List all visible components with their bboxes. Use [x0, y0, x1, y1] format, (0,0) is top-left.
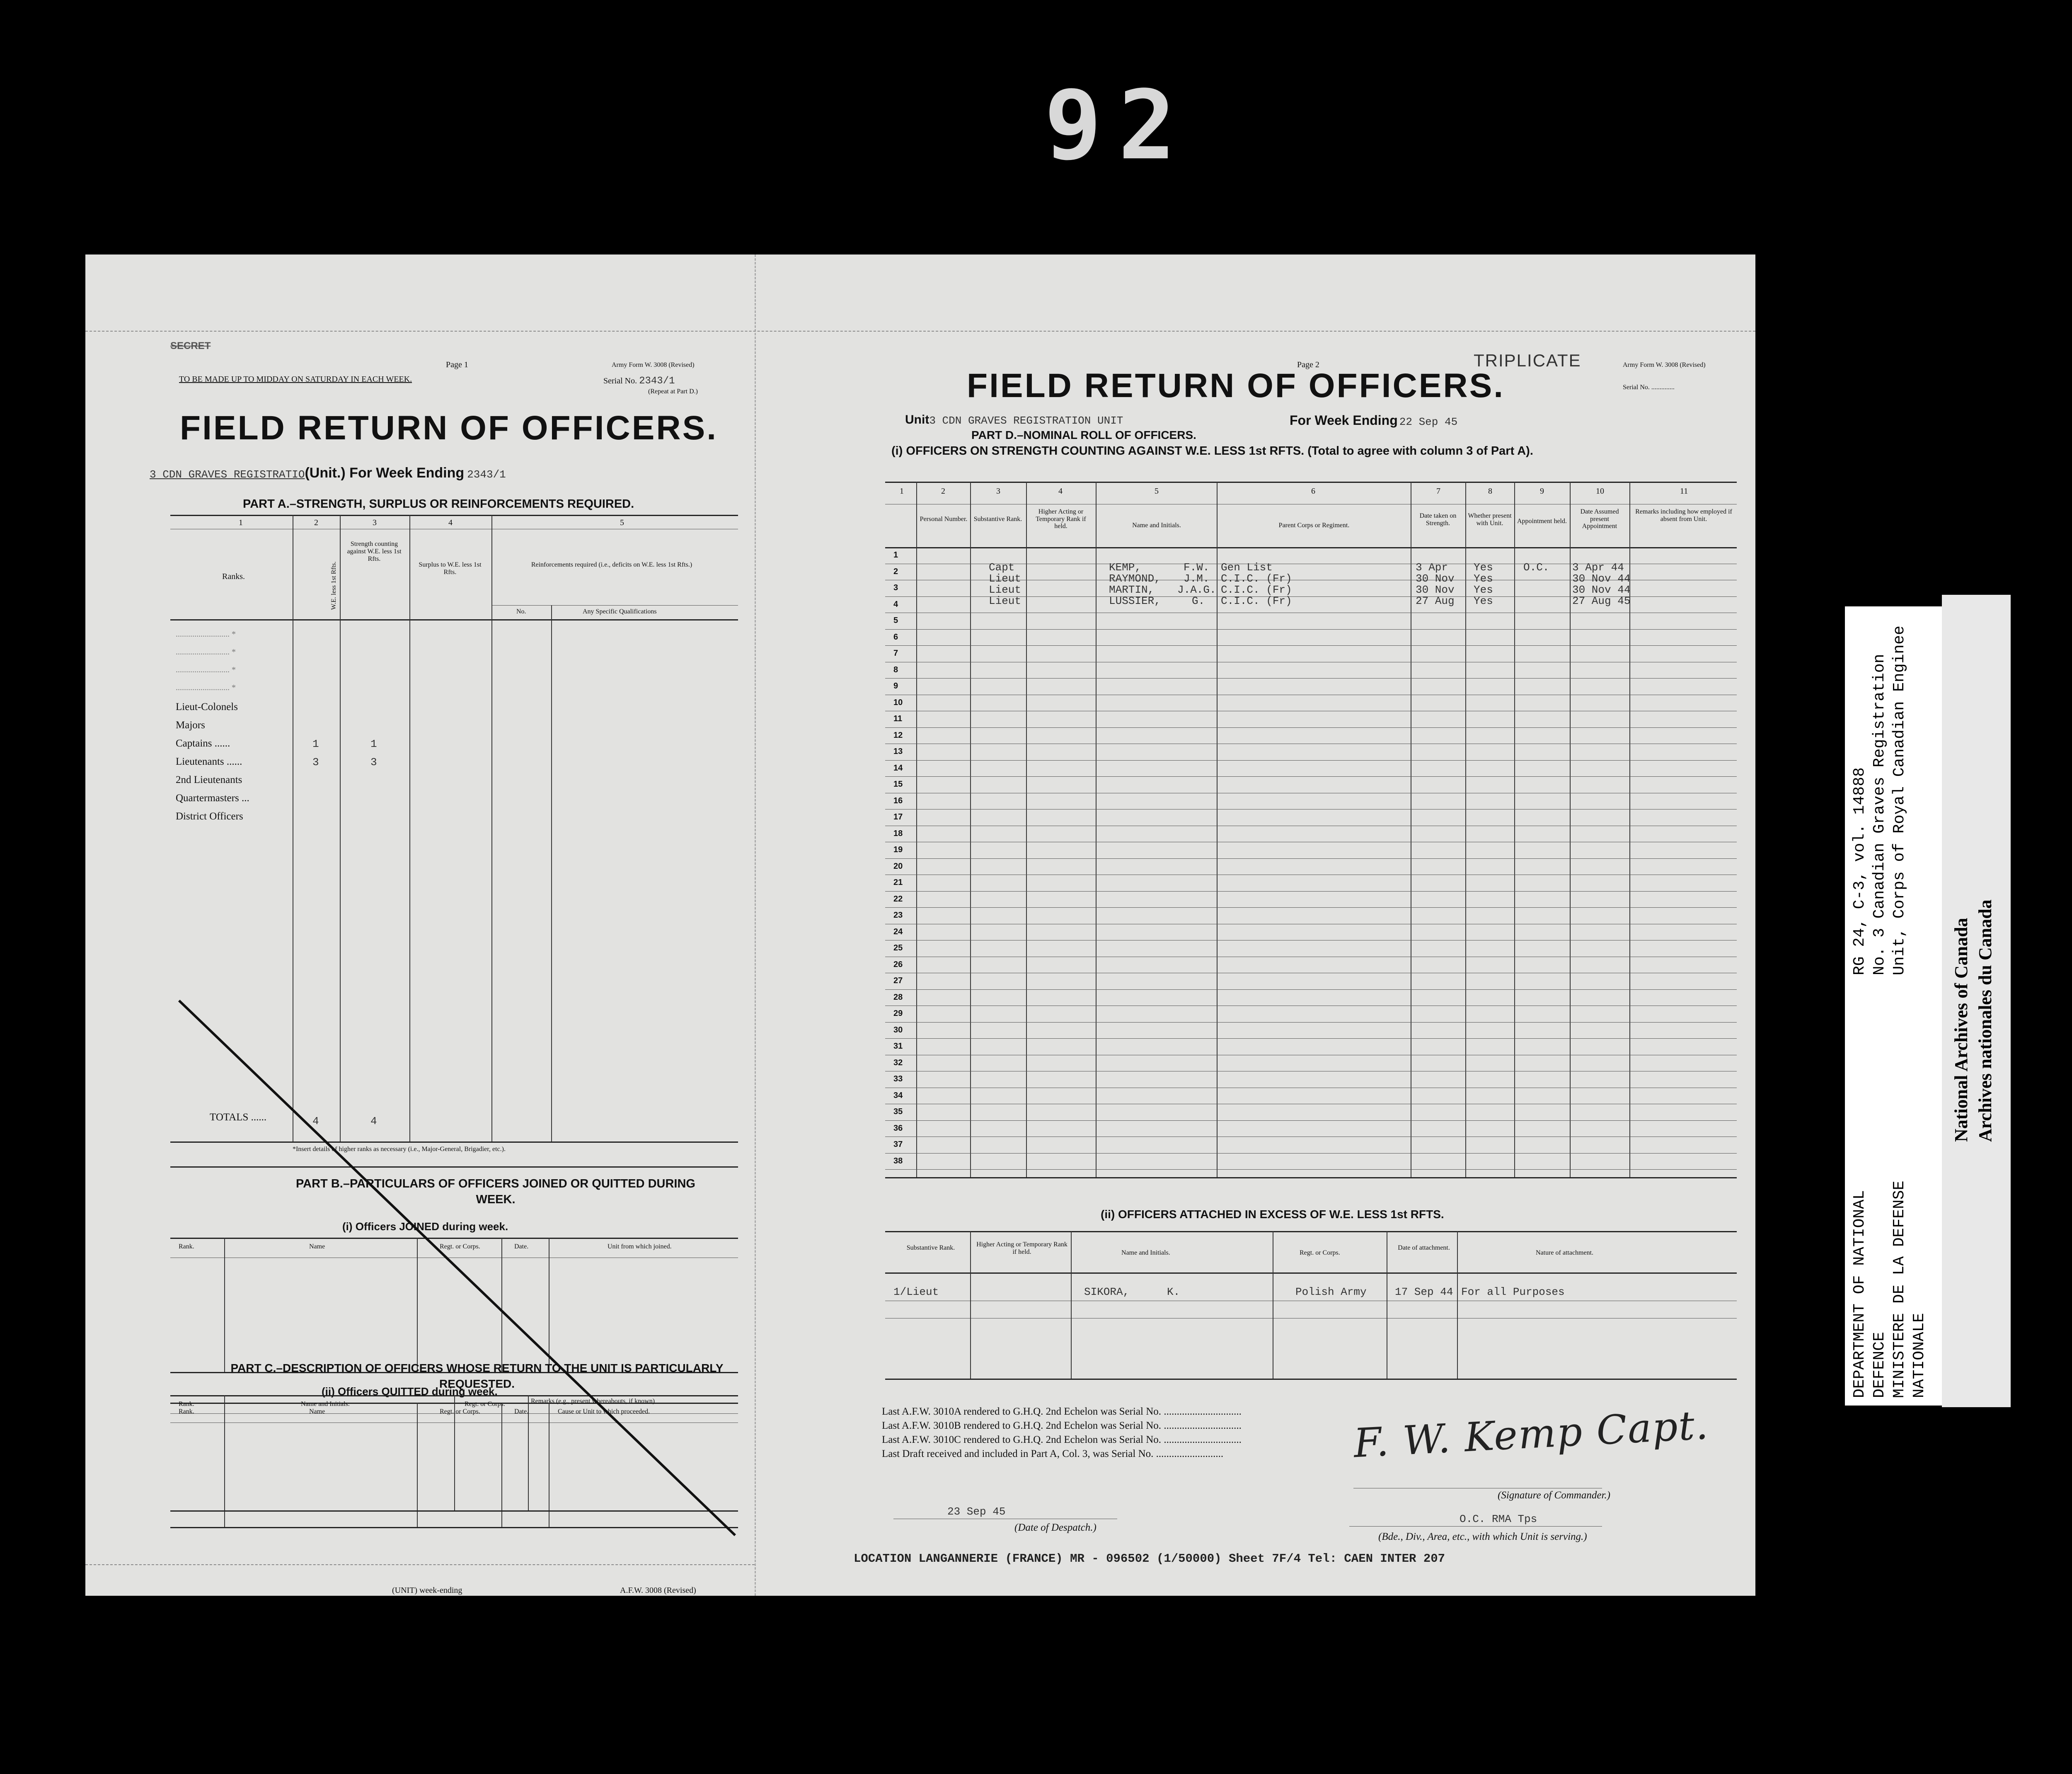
- officer-assumed: 30 Nov 44: [1572, 572, 1631, 585]
- quitted-col-date: Date.: [514, 1408, 529, 1415]
- officer-assumed: 30 Nov 44: [1572, 584, 1631, 596]
- row-number: 28: [893, 992, 903, 1002]
- row-line: [885, 1022, 1737, 1023]
- row-number: 1: [893, 550, 898, 560]
- officer-corps: Gen List: [1221, 561, 1273, 574]
- row-number: 24: [893, 927, 903, 936]
- row-line: [885, 858, 1737, 859]
- page-2: [757, 254, 1755, 1596]
- att-col-higher-rank: Higher Acting or Temporary Rank if held.: [976, 1241, 1067, 1255]
- attached-nature: For all Purposes: [1461, 1286, 1565, 1298]
- page-1-form-no: Army Form W. 3008 (Revised): [612, 361, 695, 368]
- row-number: 32: [893, 1058, 903, 1067]
- row-line: [885, 776, 1737, 777]
- officer-present: Yes: [1474, 595, 1493, 607]
- part-b-title: PART B.–PARTICULARS OF OFFICERS JOINED OR QUITTED DURING WEEK.: [295, 1177, 695, 1206]
- officer-present: Yes: [1474, 572, 1493, 585]
- row-number: 20: [893, 861, 903, 871]
- officer-assumed: 3 Apr 44: [1572, 561, 1624, 574]
- officer-initials: F.W.: [1184, 561, 1210, 574]
- oc-line: O.C. RMA Tps: [1460, 1513, 1537, 1525]
- fold-line: [755, 254, 756, 1596]
- joined-col-rank: Rank.: [179, 1243, 194, 1250]
- d-col-num: 3: [996, 487, 1000, 496]
- row-number: 34: [893, 1091, 903, 1100]
- row-number: 38: [893, 1156, 903, 1166]
- col-qualifications: Any Specific Qualifications: [583, 608, 657, 615]
- row-number: 23: [893, 911, 903, 920]
- part-c-col-remarks: Remarks (e.g., present whereabouts, if known): [531, 1398, 655, 1405]
- d-col-num: 4: [1058, 487, 1063, 496]
- row-number: 18: [893, 829, 903, 838]
- row-line: [885, 645, 1737, 646]
- unit-week-ending: (UNIT) week-ending: [392, 1586, 462, 1595]
- officer-appointment: O.C.: [1523, 561, 1549, 574]
- d-col-substantive-rank: Substantive Rank.: [973, 516, 1022, 523]
- page-2-unit-line: Unit3 CDN GRAVES REGISTRATION UNIT: [905, 413, 1123, 427]
- instruction: TO BE MADE UP TO MIDDAY ON SATURDAY IN EACH WEEK.: [179, 375, 412, 384]
- row-line: [885, 678, 1737, 679]
- d-col-appointment: Appointment held.: [1517, 518, 1567, 525]
- att-col-date: Date of attachment.: [1398, 1244, 1450, 1251]
- location-line: LOCATION LANGANNERIE (FRANCE) MR - 096502 (1/50000) Sheet 7F/4 Tel: CAEN INTER 207: [854, 1552, 1445, 1566]
- attached-name: SIKORA,: [1084, 1286, 1130, 1298]
- d-col-num: 5: [1155, 487, 1159, 496]
- officer-date: 30 Nov: [1416, 584, 1455, 596]
- joined-col-unit: Unit from which joined.: [608, 1243, 672, 1250]
- section-ii-title: (ii) OFFICERS ATTACHED IN EXCESS OF W.E. LESS 1st RFTS.: [1101, 1208, 1444, 1221]
- col-reinforcements: Reinforcements required (i.e., deficits on W.E. less 1st Rfts.): [531, 561, 692, 568]
- quitted-col-rank: Rank.: [179, 1408, 194, 1415]
- d-col-date-taken: Date taken on Strength.: [1419, 512, 1457, 527]
- officer-initials: J.A.G.: [1177, 584, 1216, 596]
- officer-name: MARTIN,: [1109, 584, 1155, 596]
- row-number: 33: [893, 1074, 903, 1083]
- row-number: 21: [893, 878, 903, 887]
- d-col-num: 7: [1436, 487, 1440, 496]
- row-line: [885, 907, 1737, 908]
- row-line: [885, 989, 1737, 990]
- row-number: 4: [893, 599, 898, 609]
- d-col-higher-rank: Higher Acting or Temporary Rank if held.: [1036, 508, 1086, 530]
- page-2-title: FIELD RETURN OF OFFICERS.: [967, 367, 1505, 405]
- document-sheet: [85, 254, 1755, 1596]
- rank-row: Captains ......: [176, 738, 230, 749]
- row-number: 16: [893, 796, 903, 805]
- att-col-rank: Substantive Rank.: [906, 1244, 955, 1251]
- row-number: 25: [893, 943, 903, 952]
- captains-we: 1: [312, 738, 319, 750]
- d-col-num: 9: [1540, 487, 1544, 496]
- col-num-1: 1: [239, 518, 243, 527]
- row-line: [885, 629, 1737, 630]
- rank-row: Majors: [176, 720, 205, 731]
- cancel-stroke: [85, 254, 755, 1596]
- officer-corps: C.I.C. (Fr): [1221, 595, 1292, 607]
- col-no: No.: [516, 608, 526, 615]
- attached-date: 17 Sep 44: [1395, 1286, 1453, 1298]
- quitted-col-regt: Regt. or Corps.: [440, 1408, 480, 1415]
- col-num-2: 2: [314, 518, 318, 527]
- attached-rank: 1/Lieut: [893, 1286, 939, 1298]
- page-2-week-line: For Week Ending 22 Sep 45: [1290, 413, 1458, 428]
- rank-row: Lieut-Colonels: [176, 701, 238, 713]
- d-col-personal-number: Personal Number.: [920, 516, 968, 523]
- part-c-title: PART C.–DESCRIPTION OF OFFICERS WHOSE RETURN TO THE UNIT IS PARTICULARLY REQUESTED.: [230, 1362, 724, 1390]
- officer-present: Yes: [1474, 561, 1493, 574]
- totals-we: 4: [312, 1115, 319, 1127]
- col-surplus: Surplus to W.E. less 1st Rfts.: [419, 561, 482, 576]
- lieutenants-we: 3: [312, 756, 319, 768]
- row-line: [885, 1153, 1737, 1154]
- attached-initials: K.: [1167, 1286, 1180, 1298]
- rendered-3010a: Last A.F.W. 3010A rendered to G.H.Q. 2nd Echelon was Serial No. ..............................: [882, 1406, 1242, 1417]
- officer-date: 30 Nov: [1416, 572, 1455, 585]
- secret-stamp: SECRET: [170, 340, 211, 351]
- joined-title: (i) Officers JOINED during week.: [342, 1220, 508, 1233]
- row-number: 22: [893, 894, 903, 904]
- row-number: 19: [893, 845, 903, 854]
- rank-row: Quartermasters ...: [176, 792, 249, 804]
- d-col-num: 11: [1680, 487, 1688, 496]
- totals-label: TOTALS ......: [210, 1112, 267, 1123]
- row-number: 7: [893, 649, 898, 658]
- d-col-num: 1: [900, 487, 904, 496]
- officer-date: 3 Apr: [1416, 561, 1448, 574]
- department-label: DEPARTMENT OF NATIONAL DEFENCE MINISTERE DE LA DEFENSE NATIONALE: [1851, 1180, 1928, 1398]
- row-number: 17: [893, 812, 903, 822]
- last-draft: Last Draft received and included in Part A, Col. 3, was Serial No. ..........................: [882, 1448, 1224, 1459]
- d-col-num: 2: [941, 487, 945, 496]
- part-a-title: PART A.–STRENGTH, SURPLUS OR REINFORCEMENTS REQUIRED.: [243, 497, 634, 511]
- joined-col-name: Name: [309, 1243, 325, 1250]
- page-1-title: FIELD RETURN OF OFFICERS.: [180, 409, 718, 447]
- page-2-label: Page 2: [1297, 360, 1319, 369]
- d-col-remarks: Remarks including how employed if absent from Unit.: [1635, 508, 1732, 523]
- lieutenants-strength: 3: [370, 756, 377, 768]
- d-col-date-assumed: Date Assumed present Appointment: [1580, 508, 1619, 530]
- officer-name: KEMP,: [1109, 561, 1142, 574]
- row-number: 3: [893, 583, 898, 592]
- rank-row: Lieutenants ......: [176, 756, 242, 767]
- officer-name: RAYMOND,: [1109, 572, 1161, 585]
- part-a-footnote: *Insert details of higher ranks as necessary (i.e., Major-General, Brigadier, etc.).: [293, 1146, 506, 1153]
- row-number: 29: [893, 1009, 903, 1018]
- d-col-parent-corps: Parent Corps or Regiment.: [1278, 522, 1350, 529]
- rank-slot: .......................... *: [176, 683, 236, 692]
- row-line: [885, 760, 1737, 761]
- d-col-num: 8: [1488, 487, 1492, 496]
- archive-stamp-text: National Archives of Canada Archives nationales du Canada: [1951, 899, 1995, 1142]
- joined-col-regt: Regt. or Corps.: [440, 1243, 480, 1250]
- col-strength: Strength counting against W.E. less 1st Rfts.: [347, 540, 402, 562]
- row-number: 5: [893, 616, 898, 625]
- row-number: 15: [893, 780, 903, 789]
- officer-rank: Lieut: [989, 572, 1021, 585]
- row-number: 27: [893, 976, 903, 985]
- att-col-name: Name and Initials.: [1121, 1249, 1170, 1256]
- record-reference: RG 24, C-3, vol. 14888 No. 3 Canadian Graves Registration Unit, Corps of Royal Canadian Enginee: [1851, 625, 1908, 975]
- attached-corps: Polish Army: [1295, 1286, 1367, 1298]
- serial-label: Serial No. 2343/1: [603, 376, 675, 387]
- d-col-num: 6: [1311, 487, 1315, 496]
- captains-strength: 1: [370, 738, 377, 750]
- att-col-nature: Nature of attachment.: [1536, 1249, 1594, 1256]
- officer-assumed: 27 Aug 45: [1572, 595, 1631, 607]
- d-col-num: 10: [1596, 487, 1604, 496]
- row-number: 2: [893, 567, 898, 576]
- row-number: 30: [893, 1025, 903, 1035]
- frame-number: 92: [1044, 70, 1192, 181]
- row-number: 36: [893, 1123, 903, 1133]
- col-num-5: 5: [620, 518, 624, 527]
- triplicate-stamp: TRIPLICATE: [1474, 351, 1581, 370]
- rank-slot: .......................... *: [176, 630, 236, 639]
- despatch-label: (Date of Despatch.): [1014, 1522, 1097, 1533]
- row-number: 13: [893, 747, 903, 756]
- rank-row: 2nd Lieutenants: [176, 774, 242, 785]
- page-2-serial: Serial No. ..............: [1623, 384, 1675, 391]
- row-line: [885, 1038, 1737, 1039]
- quitted-title: (ii) Officers QUITTED during week.: [322, 1385, 498, 1398]
- row-number: 26: [893, 960, 903, 969]
- officer-name: LUSSIER,: [1109, 595, 1161, 607]
- officer-rank: Lieut: [989, 595, 1021, 607]
- att-col-regt: Regt. or Corps.: [1300, 1249, 1340, 1256]
- row-number: 35: [893, 1107, 903, 1116]
- col-we: W.E. less 1st Rfts.: [330, 561, 337, 610]
- rendered-3010c: Last A.F.W. 3010C rendered to G.H.Q. 2nd Echelon was Serial No. ..............................: [882, 1434, 1242, 1445]
- rank-slot: .......................... *: [176, 665, 236, 674]
- part-c-col-rank: Rank.: [179, 1401, 194, 1408]
- d-col-present: Whether present with Unit.: [1468, 512, 1512, 527]
- section-i-title: (i) OFFICERS ON STRENGTH COUNTING AGAINST W.E. LESS 1st RFTS. (Total to agree with column 3 of Part A).: [891, 444, 1533, 458]
- page-2-form-no: Army Form W. 3008 (Revised): [1623, 361, 1706, 368]
- row-number: 14: [893, 763, 903, 773]
- repeat-note: (Repeat at Part D.): [648, 388, 698, 395]
- part-c-col-regt: Regt. or Corps.: [465, 1401, 505, 1408]
- quitted-col-name: Name: [309, 1408, 325, 1415]
- totals-strength: 4: [370, 1115, 377, 1127]
- row-line: [885, 727, 1737, 728]
- row-number: 8: [893, 665, 898, 674]
- archive-stamp: [1942, 595, 2011, 1407]
- row-number: 12: [893, 730, 903, 740]
- officer-present: Yes: [1474, 584, 1493, 596]
- row-number: 10: [893, 698, 903, 707]
- officer-initials: G.: [1192, 595, 1205, 607]
- row-number: 6: [893, 632, 898, 642]
- rank-slot: .......................... *: [176, 647, 236, 657]
- officer-initials: J.M.: [1184, 572, 1210, 585]
- part-d-title: PART D.–NOMINAL ROLL OF OFFICERS.: [971, 429, 1196, 441]
- bde-label: (Bde., Div., Area, etc., with which Unit is serving.): [1378, 1531, 1587, 1542]
- row-number: 9: [893, 681, 898, 691]
- despatch-date: 23 Sep 45: [947, 1505, 1006, 1518]
- rendered-3010b: Last A.F.W. 3010B rendered to G.H.Q. 2nd Echelon was Serial No. ..............................: [882, 1420, 1242, 1431]
- col-ranks: Ranks.: [222, 572, 245, 581]
- part-c-form-ref: A.F.W. 3008 (Revised): [620, 1586, 696, 1595]
- officer-rank: Lieut: [989, 584, 1021, 596]
- officer-corps: C.I.C. (Fr): [1221, 572, 1292, 585]
- row-number: 37: [893, 1140, 903, 1149]
- page-1-label: Page 1: [446, 360, 468, 369]
- row-line: [885, 1120, 1737, 1121]
- col-num-3: 3: [373, 518, 377, 527]
- col-num-4: 4: [448, 518, 453, 527]
- signature-label: (Signature of Commander.): [1498, 1490, 1610, 1501]
- joined-col-date: Date.: [514, 1243, 529, 1250]
- row-line: [885, 1169, 1737, 1170]
- commander-signature: F. W. Kemp Capt.: [1352, 1401, 1710, 1467]
- officer-rank: Capt: [989, 561, 1015, 574]
- officer-date: 27 Aug: [1416, 595, 1455, 607]
- row-line: [885, 891, 1737, 892]
- part-c-col-name: Name and Initials.: [301, 1401, 350, 1408]
- row-number: 11: [893, 714, 903, 723]
- rank-row: District Officers: [176, 811, 243, 822]
- officer-corps: C.I.C. (Fr): [1221, 584, 1292, 596]
- quitted-col-cause: Cause or Unit to which proceeded.: [558, 1408, 650, 1415]
- d-col-name: Name and Initials.: [1132, 522, 1181, 529]
- row-number: 31: [893, 1042, 903, 1051]
- unit-line: 3 CDN GRAVES REGISTRATIO(Unit.) For Week Ending 2343/1: [150, 465, 506, 481]
